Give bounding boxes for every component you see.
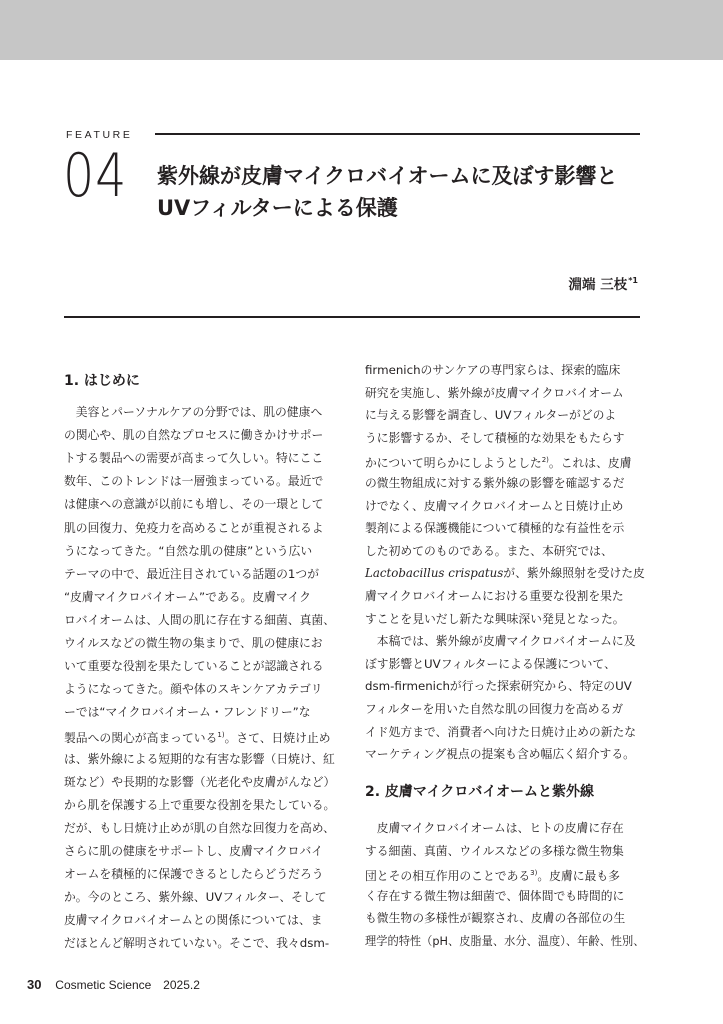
body-text-line: うになってきた。“自然な肌の健康”という広い	[64, 543, 313, 558]
top-band	[0, 0, 723, 60]
section-heading-2: 2. 皮膚マイクロバイオームと紫外線	[365, 784, 594, 800]
author-affiliation-mark: *1	[628, 276, 638, 285]
body-text-line: 理学的特性（pH、皮脂量、水分、温度）、年齢、性別、	[365, 934, 645, 948]
body-text-line: トする製品への需要が高まって久しい。特にここ	[64, 451, 324, 466]
body-text-line: firmenichのサンケアの専門家らは、探索的臨床	[365, 363, 621, 377]
body-text-line: ようになってきた。顔や体のスキンケアカテゴリ	[64, 682, 323, 697]
body-text-line: に与える影響を調査し、UVフィルターがどのよ	[365, 408, 617, 423]
body-text-line: は健康への意識が以前にも増し、その一環として	[64, 497, 324, 512]
article-title	[157, 160, 647, 224]
body-text-line: けでなく、皮膚マイクロバイオームと日焼け止め	[365, 498, 624, 513]
author-byline	[569, 273, 638, 293]
body-text-line: の微生物組成に対する紫外線の影響を確認するだ	[365, 476, 625, 490]
body-text-line: ウイルスなどの微生物の集まりで、肌の健康にお	[64, 636, 323, 650]
section-heading-1: 1. はじめに	[64, 373, 140, 389]
feature-rule	[155, 133, 640, 135]
body-text-line: 皮膚マイクロバイオームは、ヒトの皮膚に存在	[365, 821, 624, 835]
body-text-line: ロバイオームは、人間の肌に存在する細菌、真菌、	[64, 612, 335, 627]
body-text-line: すことを見いだし新たな興味深い発見となった。	[365, 611, 625, 626]
body-text-line: から肌を保護する上で重要な役割を果たしている。	[64, 797, 336, 812]
body-text-line: “皮膚マイクロバイオーム”である。皮膚マイク	[64, 589, 311, 604]
page-footer	[27, 977, 200, 992]
body-text-line: フィルターを用いた自然な肌の回復力を高めるガ	[365, 702, 624, 716]
title-line-1: 紫外線が皮膚マイクロバイオームに及ぼす影響と	[157, 164, 618, 188]
body-text-line: 斑など）や長期的な影響（光老化や皮膚がんなど）	[64, 774, 336, 789]
body-text-line: dsm-firmenichが行った探索研究から、特定のUV	[365, 679, 632, 694]
body-text-line: 研究を実施し、紫外線が皮膚マイクロバイオーム	[365, 385, 624, 400]
body-text-line: オームを積極的に保護できるとしたらどうだろう	[64, 867, 324, 881]
body-text-line: 製品への関心が高まっている$^{1)}$。さて、日焼け止め	[64, 731, 331, 746]
header-rule	[64, 316, 640, 318]
body-text-line: マーケティング視点の提案も含め幅広く紹介する。	[365, 747, 635, 762]
page-number: 30	[27, 977, 42, 992]
body-text-line: うに影響するか、そして積極的な効果をもたらす	[365, 430, 625, 445]
body-text-line: も微生物の多様性が観察され、皮膚の各部位の生	[365, 911, 626, 926]
body-text-line: 肌の回復力、免疫力を高めることが重視されるよ	[64, 520, 324, 535]
body-text-line: は、紫外線による短期的な有害な影響（日焼け、紅	[64, 751, 335, 766]
body-text-line: の関心や、肌の自然なプロセスに働きかけサポー	[64, 428, 324, 443]
body-text-line: 美容とパーソナルケアの分野では、肌の健康へ	[64, 405, 323, 419]
body-text-line: さらに肌の健康をサポートし、皮膚マイクロバイ	[64, 843, 324, 858]
body-text-line: か。今のところ、紫外線、UVフィルター、そして	[64, 890, 327, 905]
body-text-line: かについて明らかにしようとした$^{2)}$。これは、皮膚	[365, 456, 632, 471]
journal-issue: 2025.2	[163, 978, 200, 992]
body-text-line: イド処方まで、消費者へ向けた日焼け止めの新たな	[365, 724, 637, 739]
body-text-line: した初めてのものである。また、本研究では、	[365, 543, 613, 558]
body-text-line: する細菌、真菌、ウイルスなどの多様な微生物集	[365, 843, 624, 858]
body-text-line: 数年、このトレンドは一層強まっている。最近で	[64, 474, 324, 489]
body-text-line: 膚マイクロバイオームにおける重要な役割を果た	[365, 589, 624, 603]
journal-name: Cosmetic Science	[55, 978, 152, 992]
body-text-line: だが、もし日焼け止めが肌の自然な回復力を高め、	[64, 820, 335, 835]
body-text-line: 本稿では、紫外線が皮膚マイクロバイオームに及	[365, 634, 636, 649]
body-text-line: ぼす影響とUVフィルターによる保護について、	[365, 656, 616, 671]
body-text-line: テーマの中で、最近注目されている話題の1つが	[64, 566, 320, 581]
body-text-line: く存在する微生物は細菌で、個体間でも時間的に	[365, 888, 625, 903]
body-text-line: 団とその相互作用のことである$^{3)}$。皮膚に最も多	[365, 869, 620, 884]
body-text-line: 皮膚マイクロバイオームとの関係については、ま	[64, 913, 323, 928]
author-name: 淵端 三枝	[568, 277, 628, 293]
body-text-line: Lactobacillus crispatusが、紫外線照射を受けた皮	[365, 566, 645, 581]
feature-label: FEATURE	[66, 129, 133, 141]
feature-number: 04	[63, 141, 128, 211]
title-line-2: UVフィルターによる保護	[157, 196, 398, 220]
body-text-line: だほとんど解明されていない。そこで、我々dsm-	[64, 936, 330, 951]
body-text-line: 製剤による保護機能について積極的な有益性を示	[365, 521, 625, 536]
body-text-line: いて重要な役割を果たしていることが認識される	[64, 659, 324, 674]
body-text-line: ーでは“マイクロバイオーム・フレンドリー”な	[64, 705, 311, 720]
